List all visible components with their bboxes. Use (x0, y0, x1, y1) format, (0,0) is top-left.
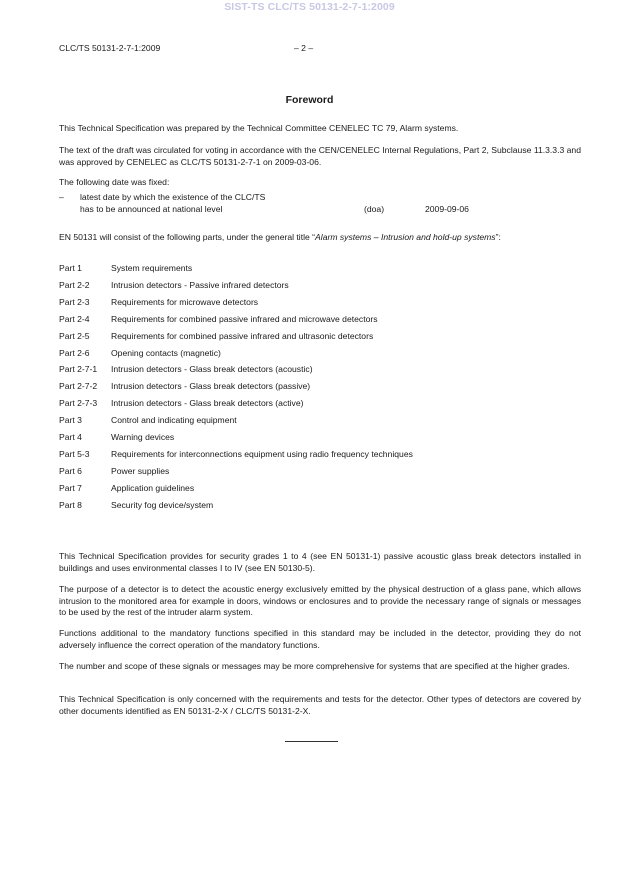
paragraph: This Technical Specification is only concerned with the requirements and tests for the detector. Other types of detectors are covered by other documents identified as EN 50131-2-X / CLC/TS 50131-2-X. (59, 694, 581, 716)
parts-intro-prefix: EN 50131 will consist of the following parts, under the general title “ (59, 232, 316, 242)
date-code: (doa) (364, 204, 385, 214)
part-number: Part 1 (59, 263, 82, 273)
part-title: Requirements for microwave detectors (111, 296, 259, 307)
part-number: Part 2-7-1 (59, 364, 98, 375)
date-item-line1: latest date by which the existence of the CLC/TS (80, 192, 266, 202)
part-number: Part 6 (59, 465, 82, 476)
document-id-header: CLC/TS 50131-2-7-1:2009 (59, 43, 161, 53)
page-number: – 2 – (294, 43, 314, 53)
part-title: Intrusion detectors - Passive infrared detectors (111, 279, 289, 290)
part-title: Intrusion detectors - Glass break detectors (active) (111, 398, 304, 409)
part-number: Part 7 (59, 482, 82, 493)
paragraph: This Technical Specification provides for security grades 1 to 4 (see EN 50131-1) passive acoustic glass break detectors installed in buildings and uses environmental classes I to IV (see EN 50130-5). (59, 551, 581, 573)
part-number: Part 3 (59, 415, 82, 426)
watermark: SIST-TS CLC/TS 50131-2-7-1:2009 (224, 1, 395, 13)
part-number: Part 2-6 (59, 347, 90, 358)
part-number: Part 2-3 (59, 296, 90, 307)
part-title: Warning devices (111, 432, 175, 442)
part-number: Part 2-4 (59, 313, 90, 324)
part-number: Part 2-2 (59, 279, 90, 290)
section-title: Foreword (285, 94, 334, 106)
part-title: Security fog device/system (111, 499, 214, 510)
part-title: Application guidelines (111, 482, 195, 493)
part-title: Intrusion detectors - Glass break detectors (acoustic) (111, 364, 313, 375)
part-title: Power supplies (111, 465, 170, 476)
part-number: Part 2-7-2 (59, 381, 98, 392)
part-number: Part 2-5 (59, 330, 90, 341)
list-dash: – (59, 192, 64, 202)
paragraph: This Technical Specification was prepared by the Technical Committee CENELEC TC 79, Alarm systems. (59, 123, 459, 133)
part-title: System requirements (111, 263, 193, 273)
parts-intro (59, 232, 581, 244)
paragraph: The following date was fixed: (59, 177, 170, 187)
part-number: Part 5-3 (59, 448, 90, 459)
paragraph: The number and scope of these signals or messages may be more comprehensive for systems that are specified at the higher grades. (59, 661, 570, 671)
part-title: Control and indicating equipment (111, 415, 237, 426)
part-number: Part 2-7-3 (59, 398, 98, 409)
part-number: Part 8 (59, 499, 82, 510)
part-title: Intrusion detectors - Glass break detectors (passive) (111, 381, 311, 392)
part-title: Requirements for combined passive infrared and ultrasonic detectors (111, 330, 374, 341)
general-title: Alarm systems – Intrusion and hold-up systems (315, 232, 496, 242)
part-number: Part 4 (59, 432, 82, 442)
end-rule (285, 741, 338, 742)
part-title: Requirements for combined passive infrared and microwave detectors (111, 313, 378, 324)
date-item-line2: has to be announced at national level (80, 204, 223, 214)
part-title: Requirements for interconnections equipment using radio frequency techniques (111, 448, 413, 459)
part-title: Opening contacts (magnetic) (111, 347, 221, 358)
paragraph: The text of the draft was circulated for voting in accordance with the CEN/CENELEC Internal Regulations, Part 2, Subclause 11.3.3.3 and was approved by CENELEC as CLC/TS 50131-2-7-1 on 2009-03-06. (59, 145, 581, 167)
date-value: 2009-09-06 (425, 204, 469, 214)
paragraph: The purpose of a detector is to detect the acoustic energy exclusively emitted by the physical destruction of a glass pane, which allows intrusion to the monitored area for example in doors, windows or enclosures and to provide the necessary range of signals or messages to be used by the rest of the intruder alarm system. (59, 584, 581, 618)
parts-intro-suffix: ”: (495, 232, 501, 242)
paragraph: Functions additional to the mandatory functions specified in this standard may be included in the detector, providing they do not adversely influence the correct operation of the mandatory functions. (59, 628, 581, 650)
